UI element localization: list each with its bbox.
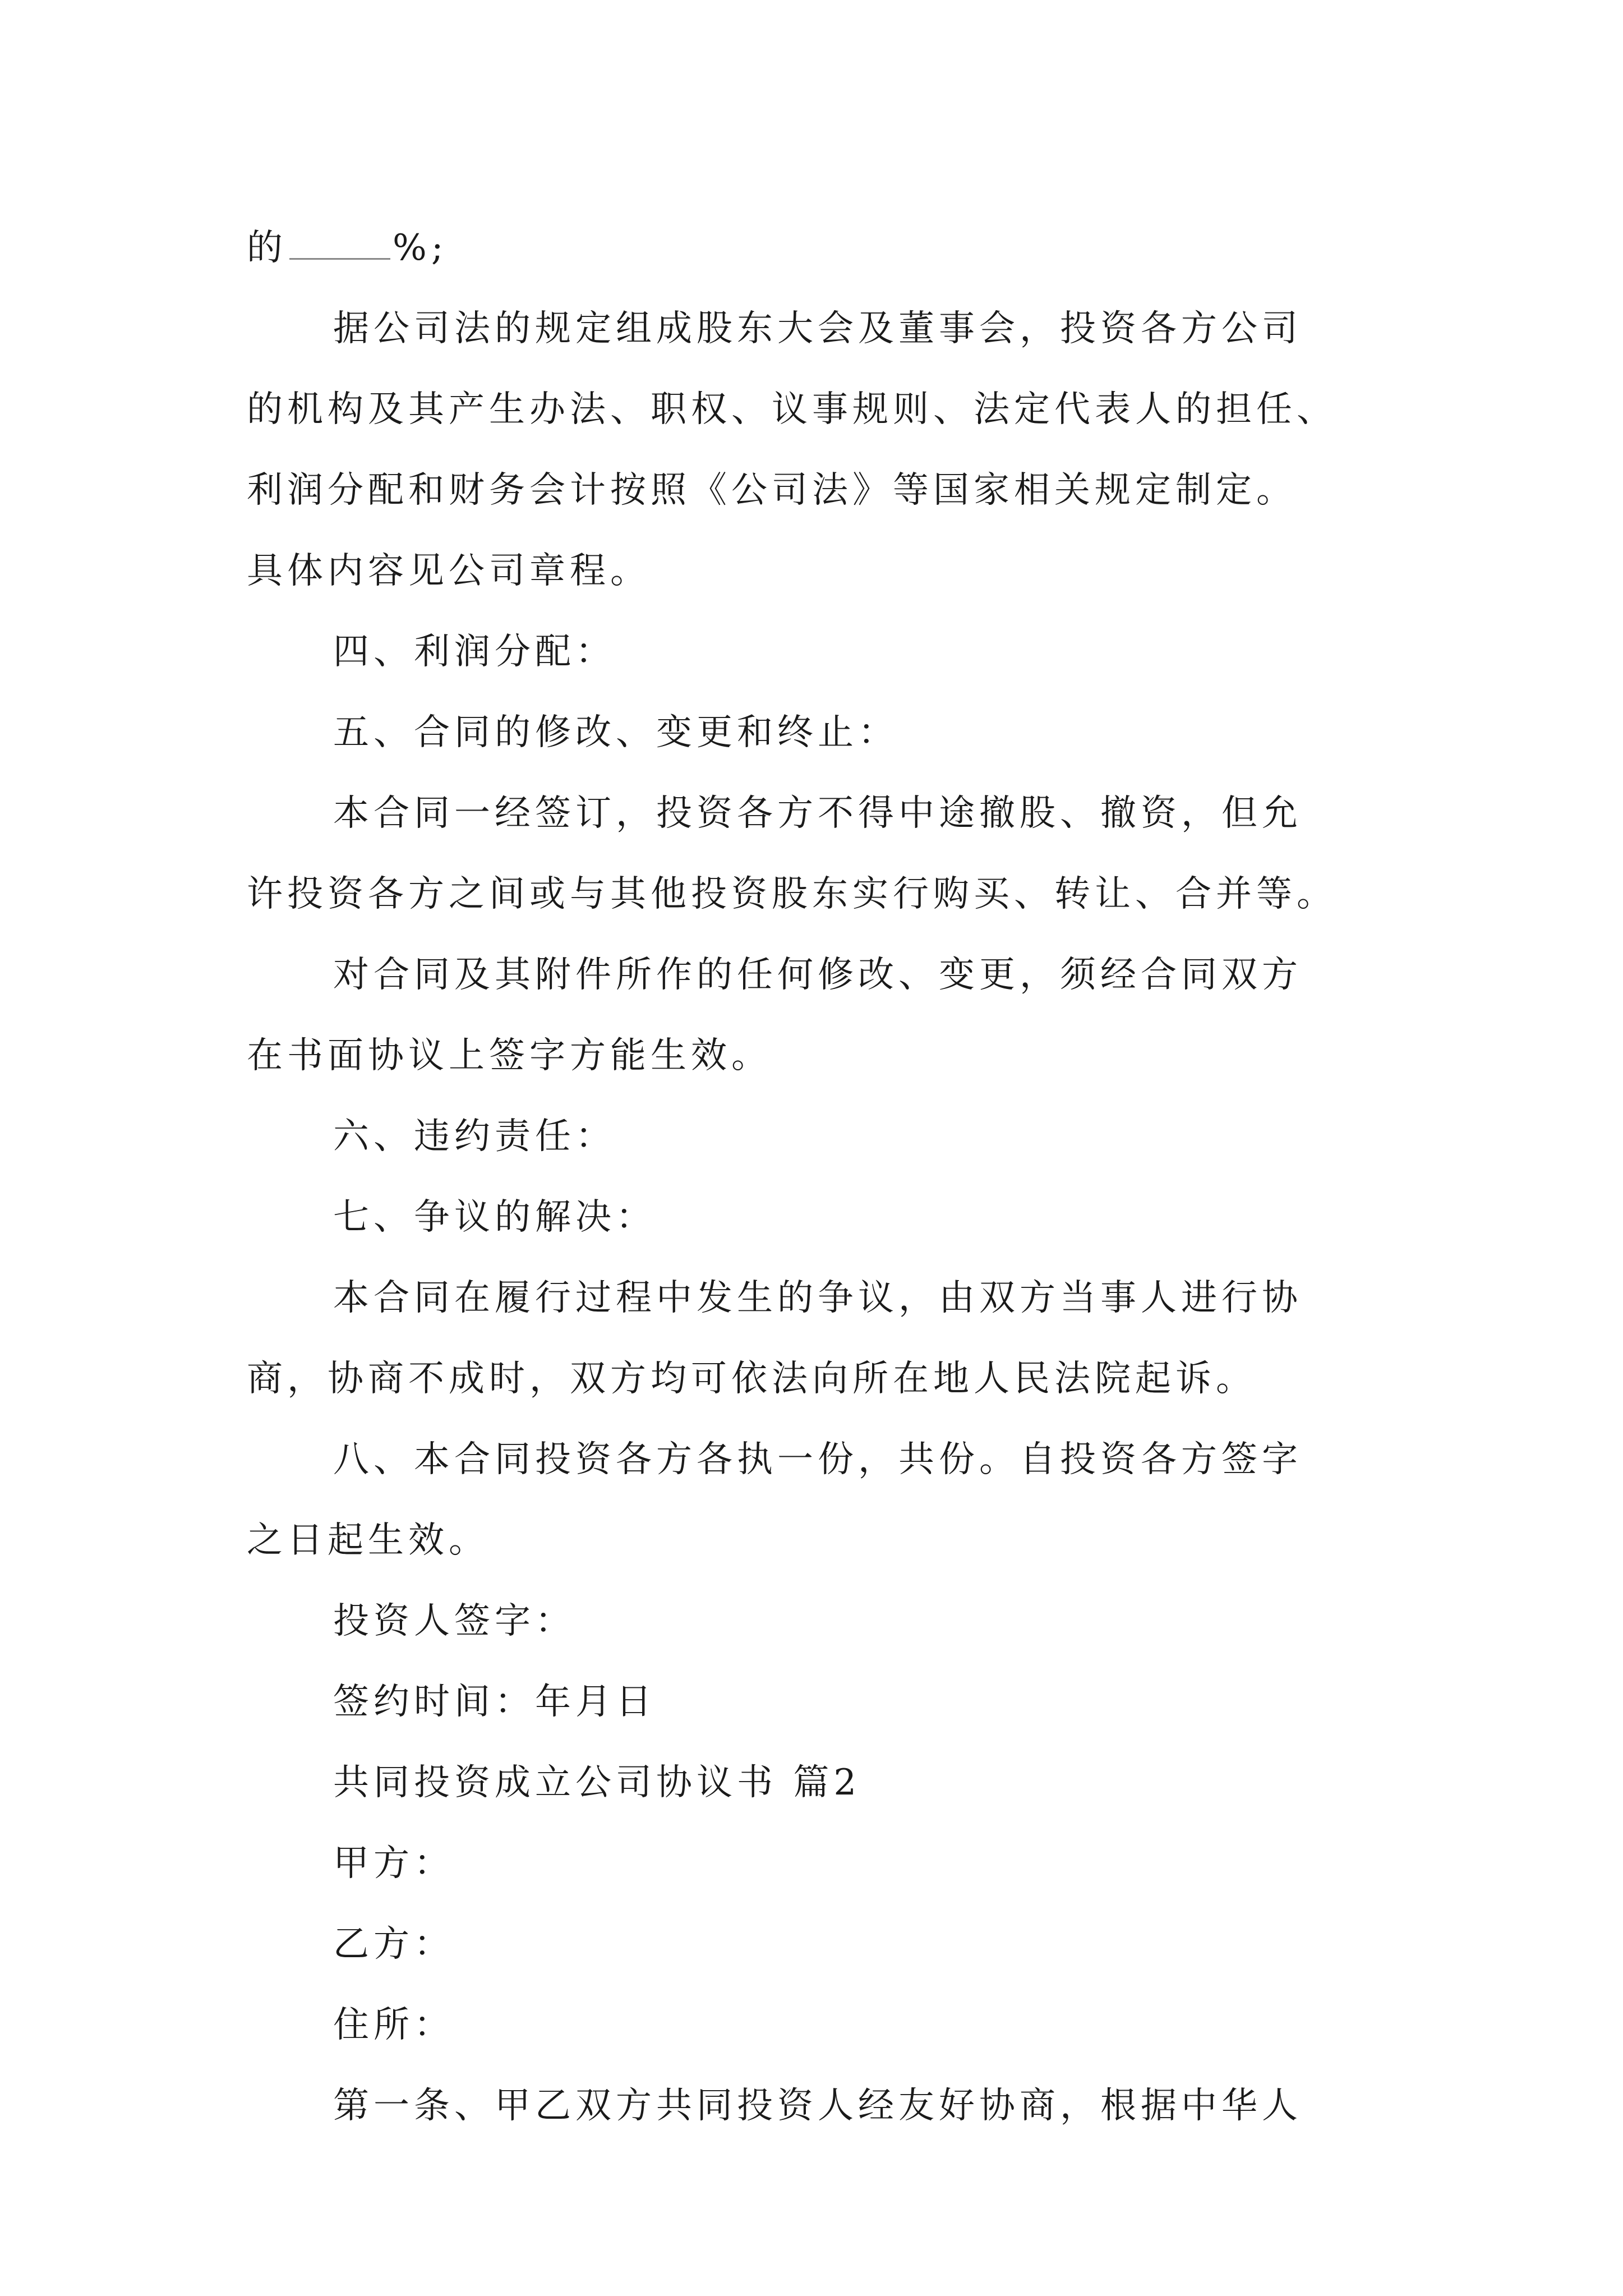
- section-heading: 五、合同的修改、变更和终止：: [333, 712, 898, 753]
- address-label: 住所：: [333, 2004, 454, 2046]
- paragraph-line: 本合同一经签订，投资各方不得中途撤股、撤资，但允: [333, 793, 1302, 834]
- article-line: 第一条、甲乙双方共同投资人经友好协商，根据中华人: [333, 2085, 1302, 2127]
- text-fragment: %;: [393, 227, 448, 269]
- paragraph-line: 据公司法的规定组成股东大会及董事会，投资各方公司: [333, 308, 1302, 349]
- section-heading: 七、争议的解决：: [333, 1197, 656, 1238]
- document-subtitle: 共同投资成立公司协议书 篇2: [333, 1762, 861, 1803]
- signature-label: 投资人签字：: [333, 1600, 575, 1642]
- paragraph-line: 的机构及其产生办法、职权、议事规则、法定代表人的担任、: [247, 389, 1337, 430]
- section-heading: 四、利润分配：: [333, 631, 616, 673]
- paragraph-line: 本合同在履行过程中发生的争议，由双方当事人进行协: [333, 1277, 1302, 1319]
- document-body: [247, 208, 1385, 2146]
- paragraph-line: 在书面协议上签字方能生效。: [247, 1035, 772, 1076]
- party-a-label: 甲方：: [333, 1843, 454, 1884]
- paragraph-line: 利润分配和财务会计按照《公司法》等国家相关规定制定。: [247, 470, 1297, 511]
- party-b-label: 乙方：: [333, 1924, 454, 1965]
- text-line: [247, 208, 1385, 288]
- paragraph-line: 对合同及其附件所作的任何修改、变更，须经合同双方: [333, 954, 1302, 996]
- fill-in-blank: [289, 229, 390, 260]
- paragraph-line: 具体内容见公司章程。: [247, 550, 651, 592]
- section-heading: 六、违约责任：: [333, 1116, 616, 1157]
- paragraph-line: 之日起生效。: [247, 1520, 489, 1561]
- paragraph-line: 商，协商不成时，双方均可依法向所在地人民法院起诉。: [247, 1358, 1256, 1400]
- signing-date-label: 签约时间：年月日: [333, 1681, 656, 1723]
- paragraph-line: 许投资各方之间或与其他投资股东实行购买、转让、合并等。: [247, 873, 1337, 915]
- text-fragment: 的: [247, 227, 287, 269]
- paragraph-line: 八、本合同投资各方各执一份，共份。自投资各方签字: [333, 1439, 1302, 1480]
